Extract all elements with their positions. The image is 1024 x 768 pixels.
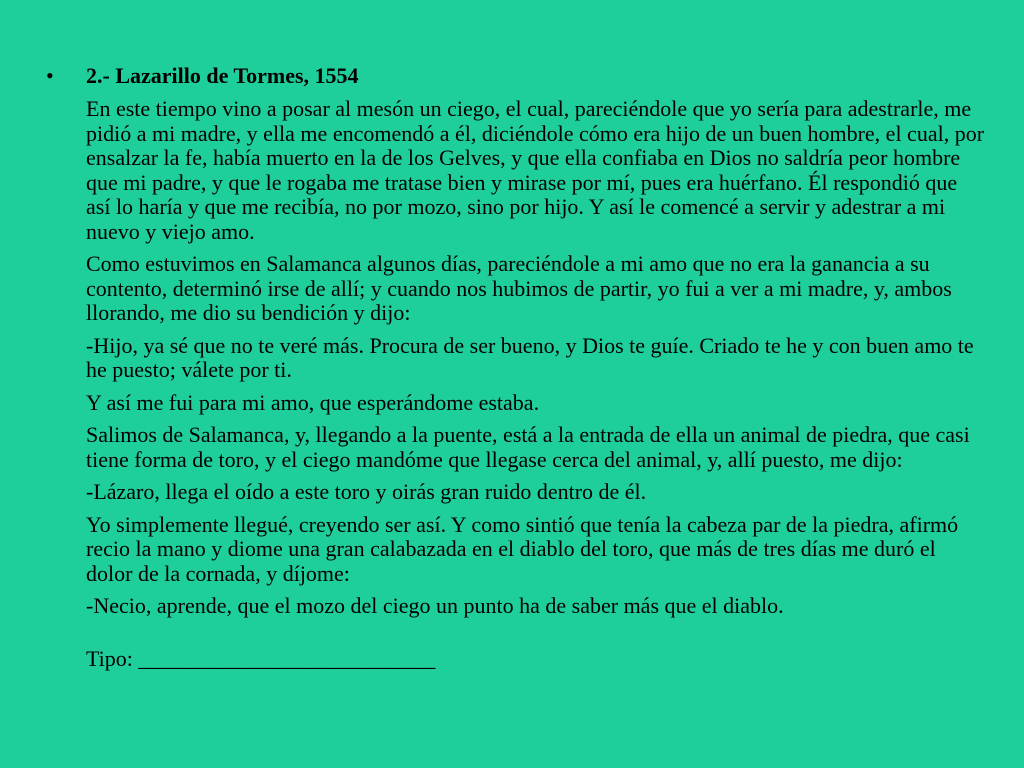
paragraph-8: -Necio, aprende, que el mozo del ciego un punto ha de saber más que el diablo. (86, 593, 784, 618)
paragraph-3: -Hijo, ya sé que no te veré más. Procura de ser bueno, y Dios te guíe. Criado te he y con buen amo te he puesto; válete por ti. (86, 332, 974, 382)
bullet-marker: • (46, 63, 54, 88)
paragraph-5: Salimos de Salamanca, y, llegando a la puente, está a la entrada de ella un animal de piedra, que casi tiene forma de toro, y el ciego mandóme que llegase cerca del animal, y, allí puesto, me dijo: (86, 422, 970, 472)
paragraph-4: Y así me fui para mi amo, que esperándome estaba. (86, 389, 540, 415)
slide-title: 2.- Lazarillo de Tormes, 1554 (86, 63, 359, 88)
slide-content (86, 64, 986, 671)
paragraph-6: -Lázaro, llega el oído a este toro y oirás gran ruido dentro de él. (86, 479, 647, 504)
paragraph-1: En este tiempo vino a posar al mesón un ciego, el cual, pareciéndole que yo sería para adestrarle, me pidió a mi madre, y ella me encomendó a él, diciéndole cómo era hijo de un buen hombre, el cual, por ensalzar la fe, había muerto en la de los Gelves, y que ella confiaba en Dios no saldría peor hombre que mi padre, y que le rogaba me tratase bien y mirase por mí, pues era huérfano. Él respondió que así lo haría y que me recibía, no por mozo, sino por hijo. Y así le comencé a servir y adestrar a mi nuevo y viejo amo. (86, 96, 985, 244)
tipo-answer-blank: Tipo: ___________________________ (86, 645, 436, 671)
paragraph-2: Como estuvimos en Salamanca algunos días, pareciéndole a mi amo que no era la ganancia a su contento, determinó irse de allí; y cuando nos hubimos de partir, yo fui a ver a mi madre, y, ambos llorando, me dio su bendición y dijo: (86, 251, 952, 325)
paragraph-7: Yo simplemente llegué, creyendo ser así. Y como sintió que tenía la cabeza par de la piedra, afirmó recio la mano y diome una gran calabazada en el diablo del toro, que más de tres días me duró el dolor de la cornada, y díjome: (86, 511, 959, 586)
